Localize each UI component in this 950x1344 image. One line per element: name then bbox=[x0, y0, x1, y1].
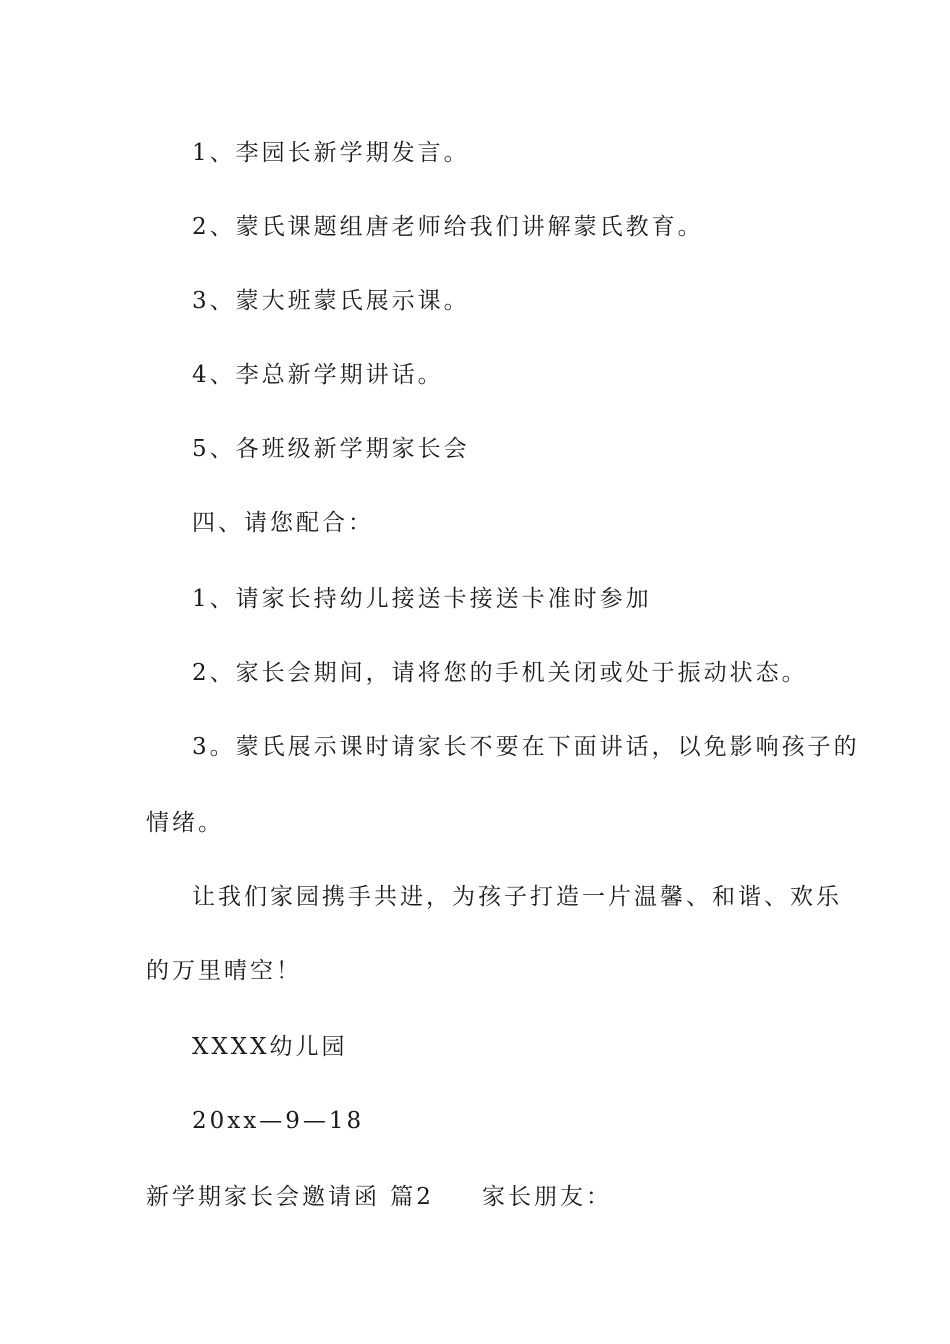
section-heading: 四、请您配合： bbox=[192, 510, 374, 536]
closing-paragraph-line-1: 让我们家园携手共进，为孩子打造一片温馨、和谐、欢乐 bbox=[192, 884, 842, 910]
agenda-item-4: 4、李总新学期讲话。 bbox=[192, 362, 444, 388]
agenda-item-1: 1、李园长新学期发言。 bbox=[192, 140, 470, 166]
signature-date: 20xx—9—18 bbox=[192, 1108, 365, 1134]
agenda-item-5: 5、各班级新学期家长会 bbox=[192, 436, 470, 462]
signature-organization: XXXX幼儿园 bbox=[192, 1034, 348, 1060]
agenda-item-3: 3、蒙大班蒙氏展示课。 bbox=[192, 288, 470, 314]
note-item-3: 3。蒙氏展示课时请家长不要在下面讲话，以免影响孩子的 bbox=[192, 734, 860, 760]
next-section-greeting: 家长朋友： bbox=[481, 1184, 612, 1210]
next-section-line bbox=[146, 1182, 612, 1212]
note-item-1: 1、请家长持幼儿接送卡接送卡准时参加 bbox=[192, 586, 652, 612]
agenda-item-2: 2、蒙氏课题组唐老师给我们讲解蒙氏教育。 bbox=[192, 214, 704, 240]
next-section-title: 新学期家长会邀请函 篇2 bbox=[146, 1184, 434, 1210]
note-item-2: 2、家长会期间，请将您的手机关闭或处于振动状态。 bbox=[192, 660, 808, 686]
note-item-3-continued: 情绪。 bbox=[146, 810, 224, 836]
closing-paragraph-line-2: 的万里晴空！ bbox=[146, 958, 302, 984]
